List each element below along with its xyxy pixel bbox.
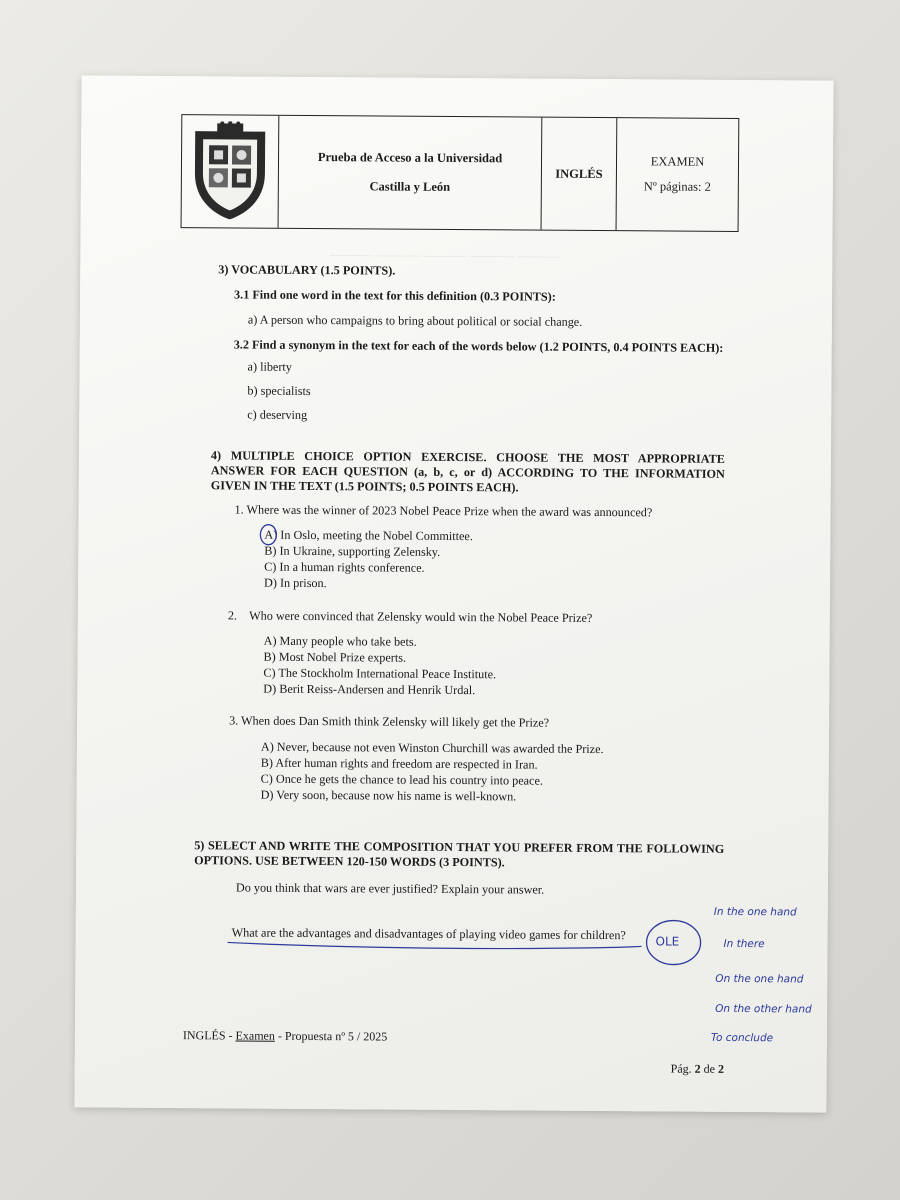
handwritten-note: In the one hand — [713, 905, 797, 919]
question-2-option-d: D) Berit Reiss-Andersen and Henrik Urdal. — [263, 681, 476, 698]
answer-circle-mark — [258, 523, 278, 547]
exam-info-cell — [617, 118, 739, 231]
exam-label: EXAMEN — [650, 154, 705, 169]
question-1: 1. Where was the winner of 2023 Nobel Peace Prize when the award was announced? — [234, 502, 653, 520]
title-line-1: Prueba de Acceso a la Universidad — [317, 150, 503, 166]
question-1-option-b: B) In Ukraine, supporting Zelensky. — [264, 543, 441, 559]
question-1-option-d: D) In prison. — [264, 575, 327, 591]
handwritten-note: On the one hand — [715, 972, 804, 986]
question-2-option-a: A) Many people who take bets. — [263, 633, 417, 649]
footer-suffix: - Propuesta nº 5 / 2025 — [274, 1028, 388, 1044]
subject-label: INGLÉS — [555, 166, 603, 181]
university-seal-logo — [187, 121, 274, 222]
footer-left — [183, 1028, 387, 1044]
subject-cell — [542, 118, 618, 231]
footer-exam: Examen — [235, 1028, 275, 1043]
section-3-1-heading: 3.1 Find one word in the text for this definition (0.3 POINTS): — [234, 287, 556, 304]
question-3: 3. When does Dan Smith think Zelensky will likely get the Prize? — [229, 713, 550, 730]
question-1-option-c: C) In a human rights conference. — [264, 559, 425, 575]
section-3-1-item: a) A person who campaigns to bring about political or social change. — [247, 312, 583, 329]
show-through-text: ———— ———— ———— ———— ———— — [330, 249, 562, 263]
handwritten-ole-circle — [643, 917, 703, 967]
university-seal-cell — [182, 115, 280, 228]
exam-sheet — [74, 75, 833, 1112]
synonym-item: c) deserving — [247, 407, 308, 422]
question-3-option-d: D) Very soon, because now his name is well-known. — [260, 787, 517, 804]
question-2: 2. Who were convinced that Zelensky would win the Nobel Peace Prize? — [227, 608, 593, 625]
university-title-cell — [279, 116, 543, 230]
section-3-2-heading: 3.2 Find a synonym in the text for each of the words below (1.2 POINTS, 0.4 POINTS EACH): — [233, 337, 724, 355]
question-3-option-a: A) Never, because not even Winston Churchill was awarded the Prize. — [260, 739, 604, 757]
question-2-option-c: C) The Stockholm International Peace Institute. — [263, 665, 497, 682]
synonym-item: b) specialists — [247, 383, 311, 398]
exam-header — [181, 114, 740, 232]
question-2-option-b: B) Most Nobel Prize experts. — [263, 649, 407, 665]
footer-prefix: INGLÉS - — [182, 1028, 236, 1043]
section-3-heading: 3) VOCABULARY (1.5 POINTS). — [218, 262, 396, 278]
footer-page-number — [671, 1062, 724, 1077]
page-current: 2 — [694, 1061, 701, 1076]
composition-option-2: What are the advantages and disadvantages of playing video games for children? — [231, 925, 626, 943]
composition-option-1: Do you think that wars are ever justified? Explain your answer. — [235, 880, 545, 897]
handwritten-note: On the other hand — [715, 1002, 812, 1016]
question-1-option-a: A) In Oslo, meeting the Nobel Committee. — [264, 527, 473, 544]
handwritten-underline — [226, 938, 646, 953]
section-4-heading: 4) MULTIPLE CHOICE OPTION EXERCISE. CHOOSE THE MOST APPROPRIATE ANSWER FOR EACH QUESTION (a, b, c, or d) ACCORDING TO THE INFORMATION GIVEN IN THE TEXT (1.5 POINTS; 0.5 POINTS EACH). — [210, 448, 725, 495]
handwritten-note: In there — [723, 937, 765, 951]
page-prefix: Pág. — [670, 1061, 695, 1076]
circled-text: OLE — [655, 934, 680, 949]
pages-label: Nº páginas: 2 — [643, 179, 711, 194]
title-line-2: Castilla y León — [369, 179, 451, 194]
question-3-option-c: C) Once he gets the chance to lead his country into peace. — [260, 771, 543, 788]
section-5-heading: 5) SELECT AND WRITE THE COMPOSITION THAT YOU PREFER FROM THE FOLLOWING OPTIONS. USE BETWEEN 120-150 WORDS (3 POINTS). — [194, 838, 725, 870]
page-mid: de — [700, 1061, 719, 1076]
question-3-option-b: B) After human rights and freedom are respected in Iran. — [260, 755, 538, 772]
handwritten-note: To conclude — [710, 1031, 774, 1045]
synonym-item: a) liberty — [247, 359, 292, 374]
page-total: 2 — [717, 1061, 725, 1076]
